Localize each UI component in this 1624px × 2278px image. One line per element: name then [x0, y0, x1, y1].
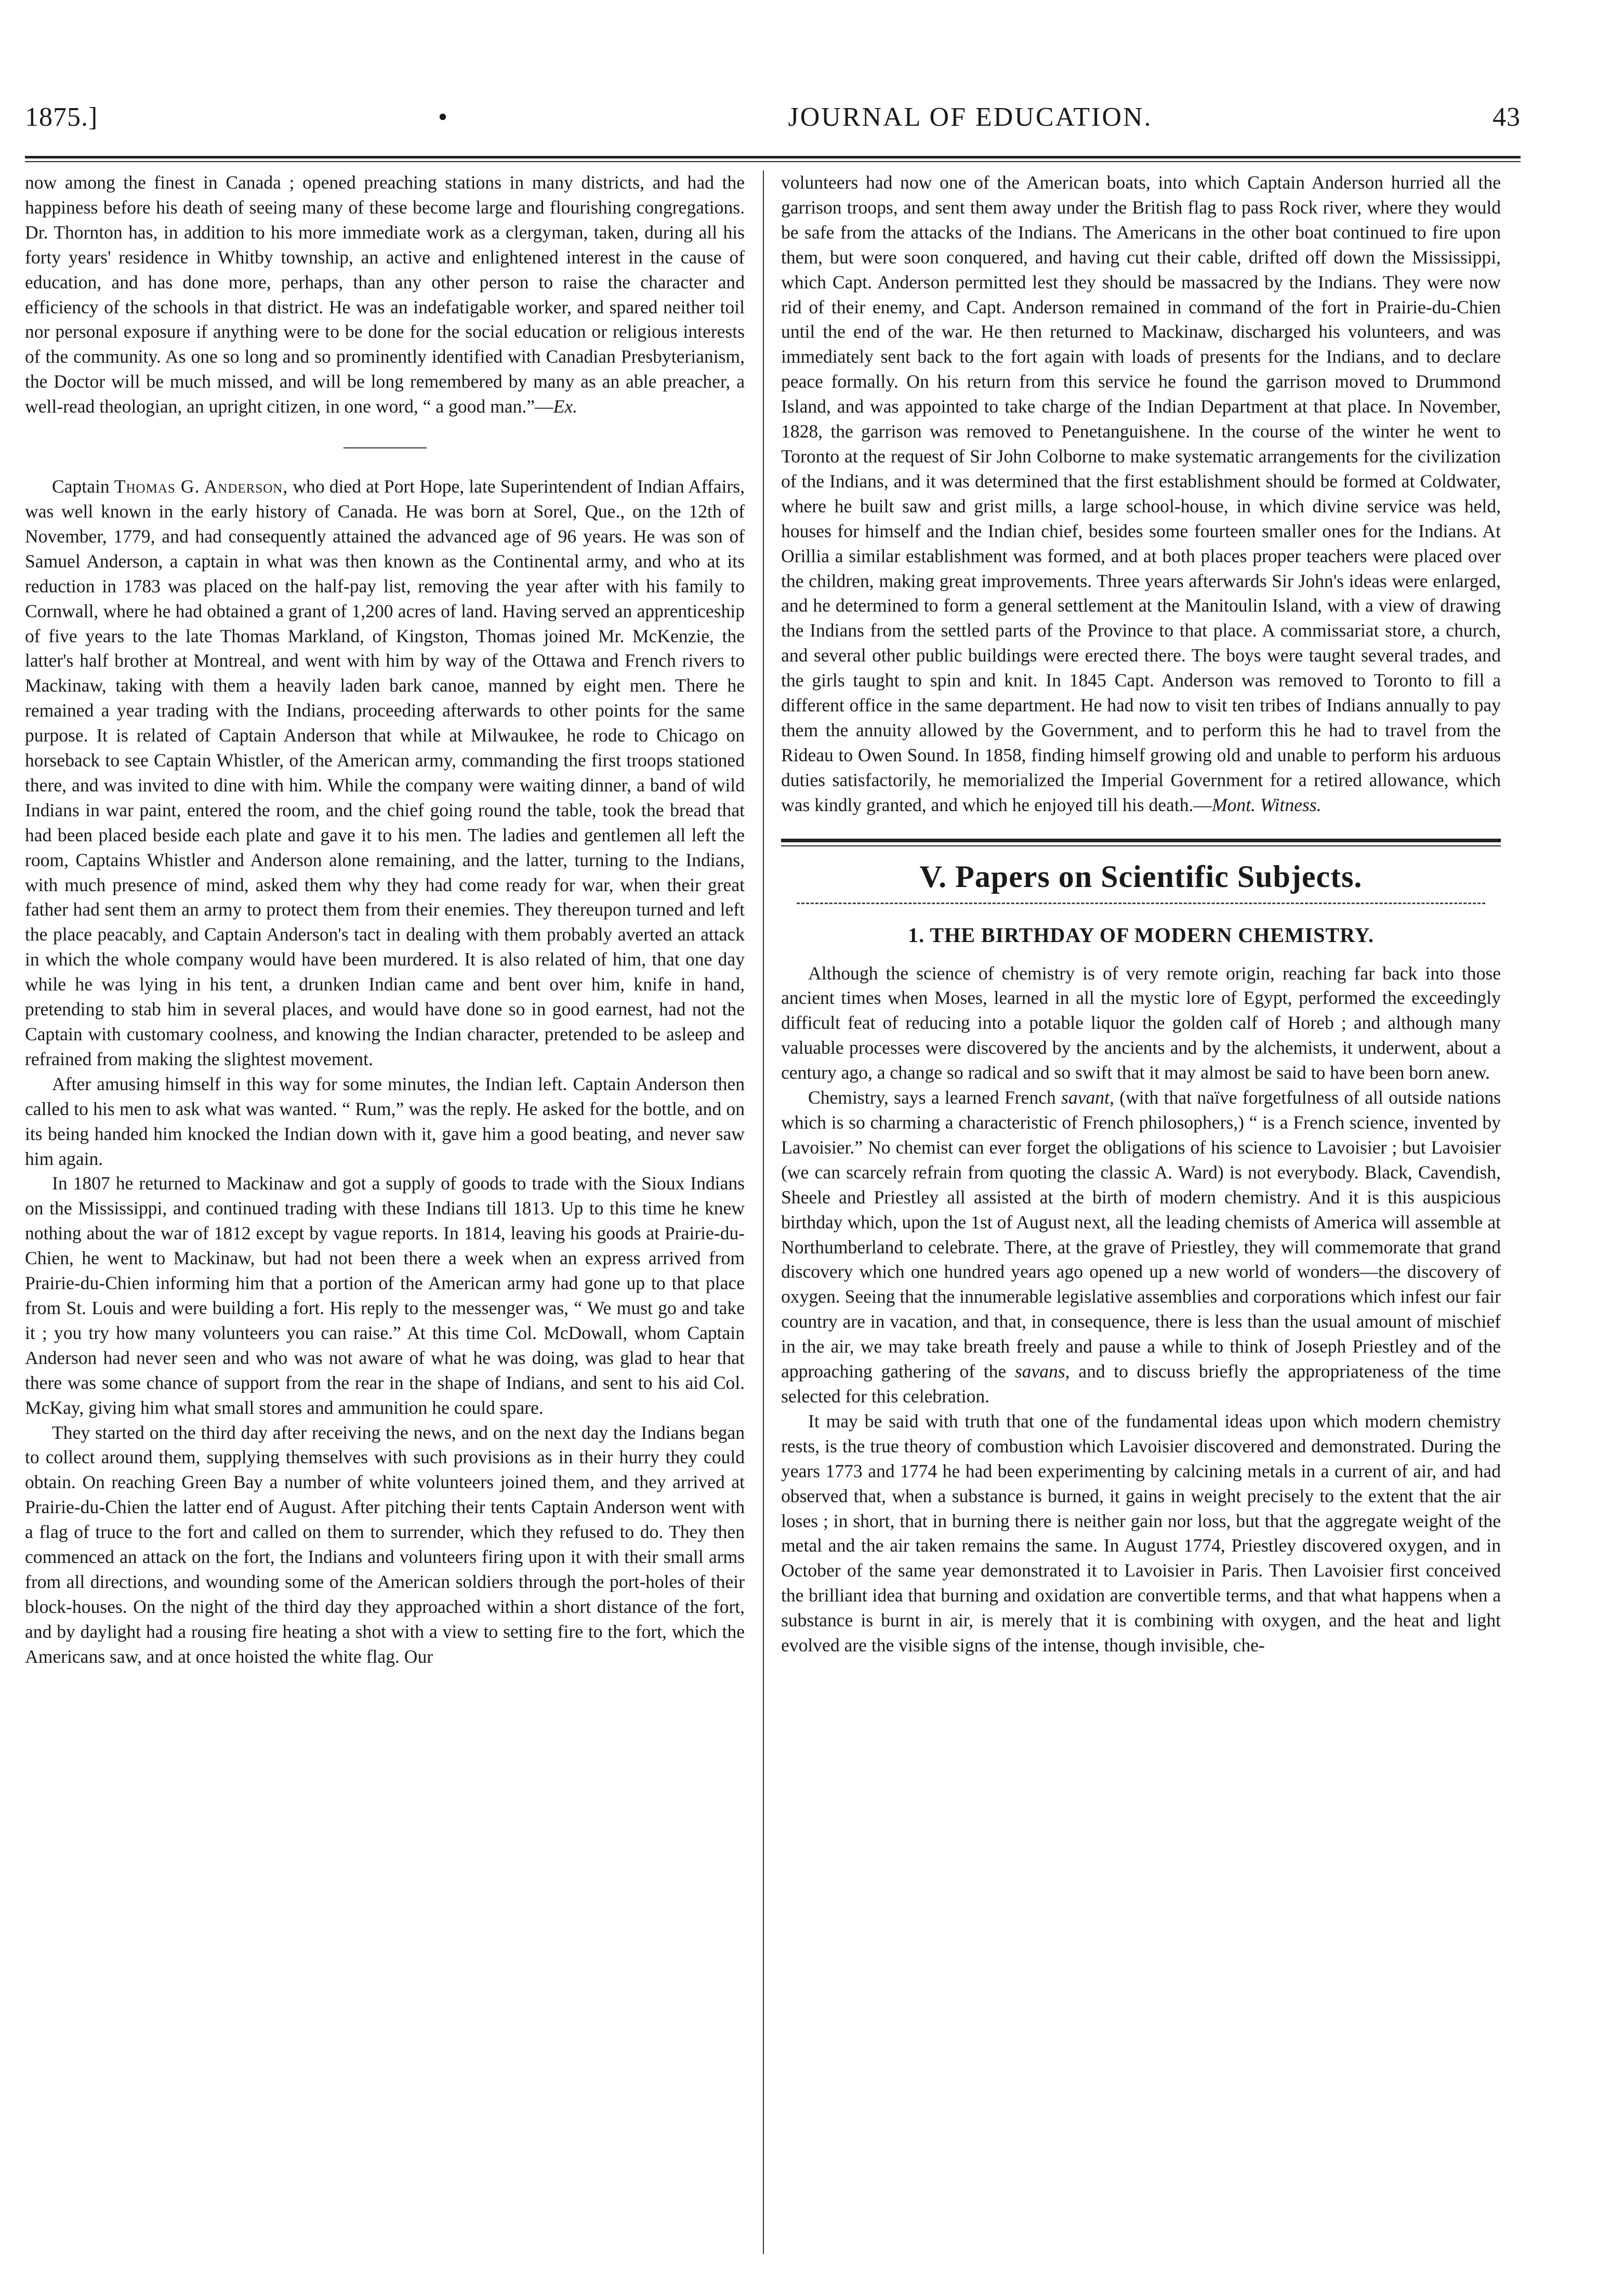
- person-name: Thomas G. Anderson,: [114, 476, 288, 497]
- header-rule: [25, 156, 1521, 158]
- body-paragraph: After amusing himself in this way for some minutes, the Indian left. Captain Anderson then called to his men to ask what was wanted. “ Rum,” was the reply. He asked for the bottle, and on its being handed him knocked the Indian down with it, gave him a good beating, and never saw him again.: [25, 1073, 745, 1169]
- article-title: 1. THE BIRTHDAY OF MODERN CHEMISTRY.: [908, 923, 1374, 947]
- section-rule-thin: [781, 845, 1501, 846]
- journal-title: JOURNAL OF EDUCATION.: [788, 102, 1153, 132]
- body-paragraph: volunteers had now one of the American boats, into which Captain Anderson hurried all the garrison troops, and sent them away under the British flag to pass Rock river, where they would be safe from the attacks of the Indians. The Americans in the other boat continued to fire upon them, but were soon conquered, and having cut their cable, drifted off down the Mississippi, which Capt. Anderson permitted lest they should be massacred by the Indians. They were now rid of their enemy, and Capt. Anderson remained in command of the fort in Prairie-du-Chien until the end of the war. He then returned to Mackinaw, discharged his volunteers, and was immediately sent back to the fort again with loads of presents for the Indians, and to declare peace formally. On his return from this service he found the garrison moved to Drummond Island, and was appointed to take charge of the Indian Department at that place. In November, 1828, the garrison was removed to Penetanguishene. In the course of the winter he went to Toronto at the request of Sir John Colborne to make systematic arrangements for the civilization of the Indians, and it was determined that the first establishment should be formed at Coldwater, where he built saw and grist mills, a large school-house, in which divine service was held, houses for himself and the Indian chief, besides some fourteen smaller ones for the Indians. At Orillia a similar establishment was formed, and at both places proper teachers were placed over the children, making great improvements. Three years afterwards Sir John's ideas were enlarged, and he determined to form a general settlement at the Manitoulin Island, with a view of drawing the Indians from the settled parts of the Province to that place. A commissariat store, a church, and several other public buildings were erected there. The boys were taught several trades, and the girls taught to spin and knit. In 1845 Capt. Anderson was removed to Toronto to fill a different office in the same department. He had now to visit ten tribes of Indians annually to pay them the annuity allowed by the Government, and to perform this he had to travel from the Rideau to Owen Sound. In 1858, finding himself growing old and unable to perform his arduous duties satisfactorily, he memorialized the Imperial Government for a retired allowance, which was kindly granted, and which he enjoyed till his death.—Mont. Witness.: [781, 172, 1501, 815]
- thornton-obituary-paragraph: now among the finest in Canada ; opened preaching stations in many districts, and had the happiness before his death of seeing many of these become large and flourishing congregations. Dr. Thornton has, in addition to his more immediate work as a clergyman, taken, during all his forty years' residence in Whitby township, an active and enlightened interest in the cause of education, and has done more, perhaps, than any other person to raise the character and efficiency of the schools in that district. He was an indefatigable worker, and spared neither toil nor personal exposure if anything were to be done for the social education or religious interests of the community. As one so long and so prominently identified with Canadian Presbyterianism, the Doctor will be much missed, and will be long remembered by many as an able preacher, a well-read theologian, an upright citizen, in one word, “ a good man.”—Ex.: [25, 172, 745, 417]
- section-rule: [781, 839, 1501, 842]
- body-paragraph: They started on the third day after receiving the news, and on the next day the Indians began to collect around them, supplying themselves with such provisions as in their hurry they could obtain. On reaching Green Bay a number of white volunteers joined them, and they arrived at Prairie-du-Chien the latter end of August. After pitching their tents Captain Anderson went with a flag of truce to the fort and called on them to surrender, which they refused to do. They then commenced an attack on the fort, the Indians and volunteers firing upon it with their small arms from all directions, and wounding some of the American soldiers through the port-holes of their block-houses. On the night of the third day they approached within a short distance of the fort, and by daylight had a rousing fire heating a shot with a view to setting fire to the fort, which the Americans saw, and at once hoisted the white flag. Our: [25, 1422, 745, 1667]
- running-head: [25, 102, 1521, 143]
- source-citation: Mont. Witness.: [1211, 794, 1322, 815]
- section-dashed-rule: [797, 903, 1485, 904]
- separator-rule: [344, 447, 427, 448]
- body-paragraph: It may be said with truth that one of the fundamental ideas upon which modern chemistry rests, is the true theory of combustion which Lavoisier discovered and demonstrated. During the years 1773 and 1774 he had been experimenting by calcining metals in a current of air, and had observed that, when a substance is burned, it gains in weight precisely to the extent that the air loses ; in short, that in burning there is neither gain nor loss, but that the aggregate weight of the metal and the air taken remains the same. In August 1774, Priestley discovered oxygen, and in October of the same year demonstrated it to Lavoisier in Paris. Then Lavoisier first conceived the brilliant idea that burning and oxidation are convertible terms, and that what happens when a substance is burnt in air, is merely that it is combining with oxygen, and the heat and light evolved are the visible signs of the intense, though invisible, che-: [781, 1410, 1501, 1656]
- header-ornament: •: [438, 102, 448, 132]
- anderson-obituary-paragraph: Captain Thomas G. Anderson, who died at Port Hope, late Superintendent of Indian Affairs, was well known in the early history of Canada. He was born at Sorel, Que., on the 12th of November, 1779, and had consequently attained the advanced age of 96 years. He was son of Samuel Anderson, a captain in what was then known as the Continental army, and who at its reduction in 1783 was placed on the half-pay list, removing the year after with his family to Cornwall, where he had obtained a grant of 1,200 acres of land. Having served an apprenticeship of five years to the late Thomas Markland, of Kingston, Thomas joined Mr. McKenzie, the latter's half brother at Montreal, and went with him by way of the Ottawa and French rivers to Mackinaw, taking with them a heavily laden bark canoe, manned by eight men. There he remained a year trading with the Indians, proceeding afterwards to other points for the same purpose. It is related of Captain Anderson that while at Milwaukee, he rode to Chicago on horseback to see Captain Whistler, of the American army, commanding the first troops stationed there, and was invited to dine with him. While the company were waiting dinner, a band of wild Indians in war paint, entered the room, and the chief going round the table, took the bread that had been placed beside each plate and gave it to his men. The ladies and gentlemen all left the room, Captains Whistler and Anderson alone remaining, and the latter, turning to the Indians, with much presence of mind, asked them why they had come ready for war, when their great father had sent them an army to protect them from their enemies. They thereupon turned and left the place peacably, and Captain Anderson's tact in dealing with them probably averted an attack in which the whole company would have been murdered. It is also related of him, that one day while he was lying in his tent, a drunken Indian came and bent over him, knife in hand, pretending to stab him in several places, and would have done so in good earnest, had not the Captain with customary coolness, and knowing the Indian character, pretended to be asleep and refrained from making the slightest movement.: [25, 476, 745, 1069]
- journal-page: [25, 102, 1521, 2258]
- source-citation: Ex.: [553, 396, 578, 417]
- body-paragraph: Although the science of chemistry is of very remote origin, reaching far back into those ancient times when Moses, learned in all the mystic lore of Egypt, performed the exceedingly difficult feat of reducing into a potable liquor the golden calf of Horeb ; and although many valuable processes were discovered by the ancients and by the alchemists, it underwent, about a century ago, a change so radical and so swift that it may almost be said to have been born anew.: [781, 962, 1501, 1083]
- column-divider: [763, 170, 764, 2254]
- header-rule-thin: [25, 161, 1521, 162]
- header-year: 1875.]: [25, 102, 98, 132]
- left-column: [25, 170, 745, 2254]
- page-number: 43: [1492, 102, 1521, 132]
- body-paragraph: Chemistry, says a learned French savant, (with that naïve forgetfulness of all outside nations which is so charming a characteristic of French philosophers,) “ is a French science, invented by Lavoisier.” No chemist can ever forget the obligations of his science to Lavoisier ; but Lavoisier (we can scarcely refrain from quoting the classic A. Ward) is not everybody. Black, Cavendish, Sheele and Priestley all assisted at the birth of modern chemistry. And it is this auspicious birthday which, upon the 1st of August next, all the leading chemists of America will assemble at Northumberland to celebrate. There, at the grave of Priestley, they will commemorate that grand discovery which one hundred years ago opened up a new world of wonders—the discovery of oxygen. Seeing that the innumerable legislative assemblies and corporations which infest our fair country are in vacation, and that, in consequence, there is less than the usual amount of mischief in the air, we may take breath freely and pause a while to think of Joseph Priestley and of the approaching gathering of the savans, and to discuss briefly the appropriateness of the time selected for this celebration.: [781, 1087, 1501, 1407]
- section-heading: V. Papers on Scientific Subjects.: [919, 859, 1363, 894]
- right-column: [781, 170, 1501, 2254]
- body-paragraph: In 1807 he returned to Mackinaw and got a supply of goods to trade with the Sioux Indians on the Mississippi, and continued trading with these Indians till 1813. Up to this time he knew nothing about the war of 1812 except by vague reports. In 1814, leaving his goods at Prairie-du-Chien, he went to Mackinaw, but had not been there a week when an express arrived from Prairie-du-Chien informing him that a portion of the American army had gone up to that place from St. Louis and were building a fort. His reply to the messenger was, “ We must go and take it ; you try how many volunteers you can raise.” At this time Col. McDowall, whom Captain Anderson had never seen and who was not aware of what he was doing, was glad to hear that there was some chance of support from the rear in the shape of Indians, and sent to his aid Col. McKay, giving him what small stores and ammunition he could spare.: [25, 1173, 745, 1418]
